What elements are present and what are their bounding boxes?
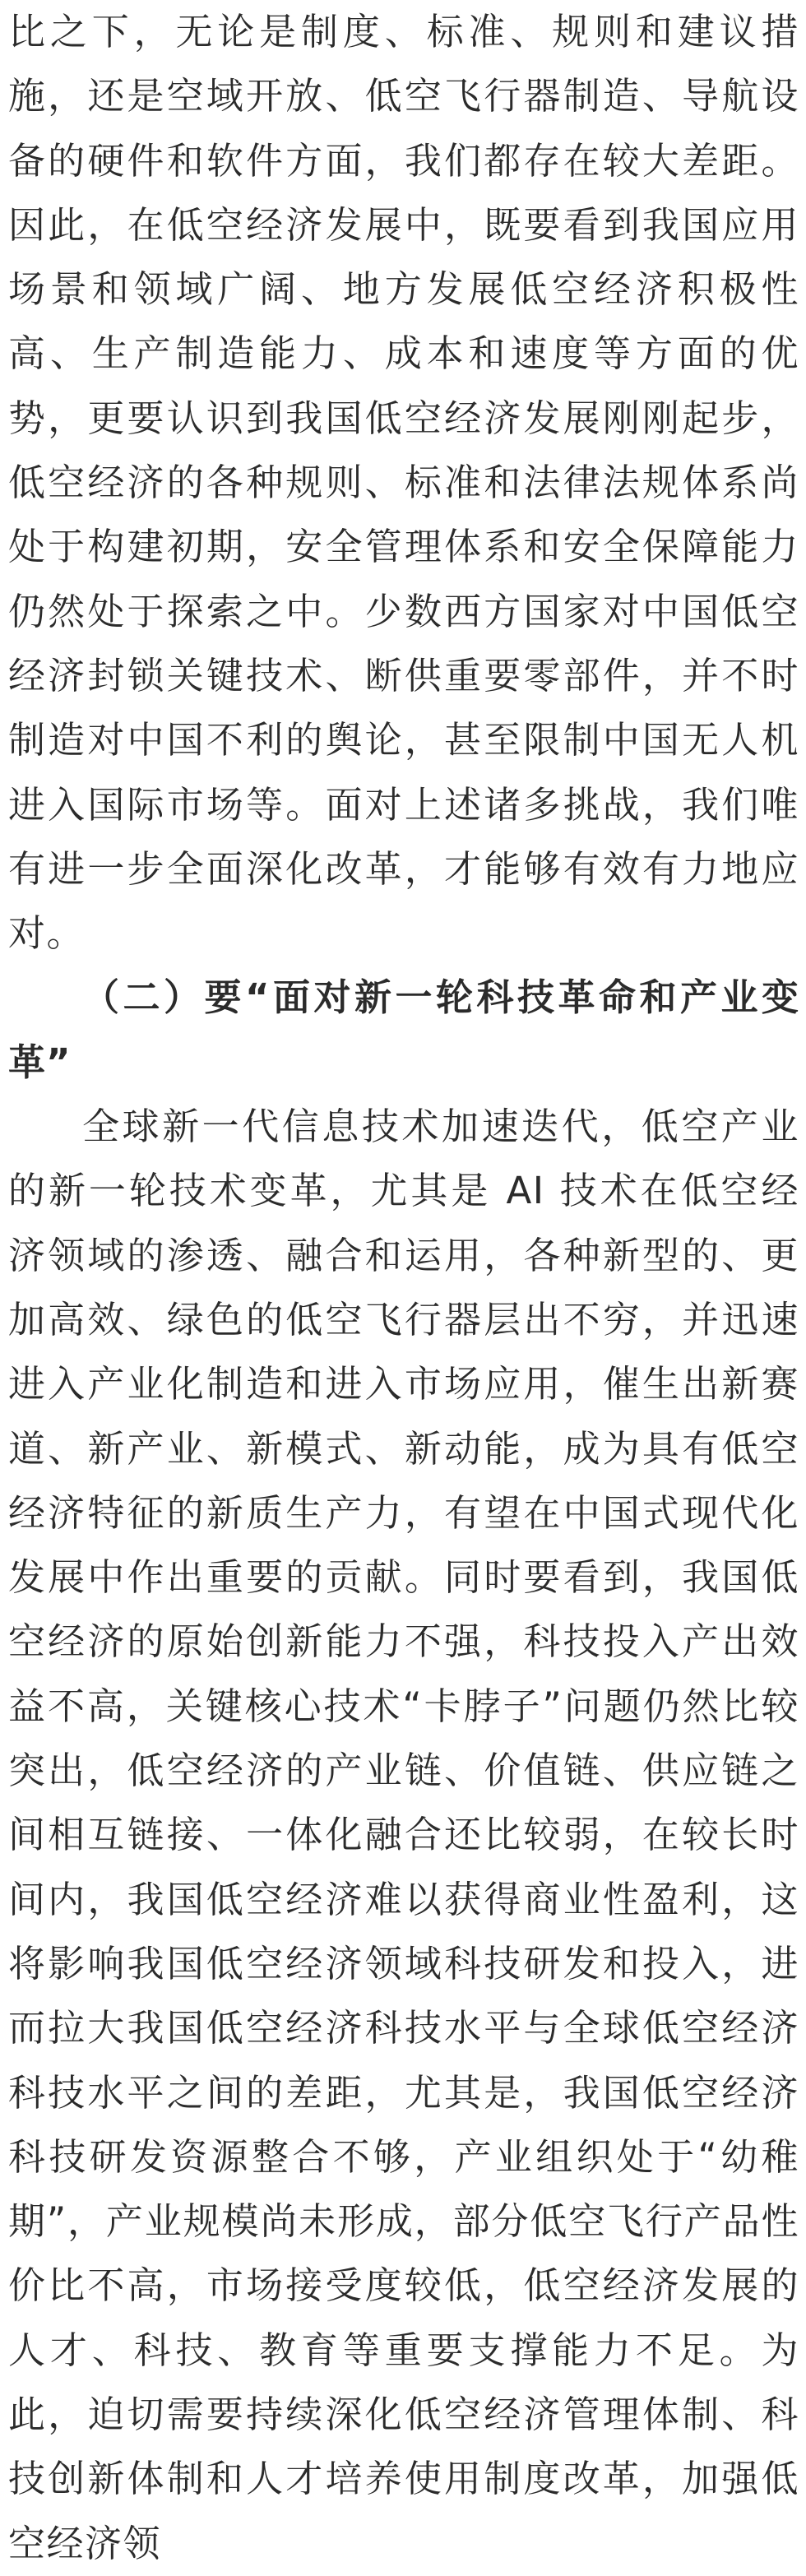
section-heading: （二）要“面对新一轮科技革命和产业变革” [8,975,799,1084]
paragraph: 全球新一代信息技术加速迭代，低空产业的新一轮技术变革，尤其是 AI 技术在低空经济领域的渗透、融合和运用，各种新型的、更加高效、绿色的低空飞行器层出不穷，并迅速进入产业化制造和进入市场应用，催生出新赛道、新产业、新模式、新动能，成为具有低空经济特征的新质生产力，有望在中国式现代化发展中作出重要的贡献。同时要看到，我国低空经济的原始创新能力不强，科技投入产出效益不高，关键核心技术“卡脖子”问题仍然比较突出，低空经济的产业链、价值链、供应链之间相互链接、一体化融合还比较弱，在较长时间内，我国低空经济难以获得商业性盈利，这将影响我国低空经济领域科技研发和投入，进而拉大我国低空经济科技水平与全球低空经济科技水平之间的差距，尤其是，我国低空经济科技研发资源整合不够，产业组织处于“幼稚期”，产业规模尚未形成，部分低空飞行产品性价比不高，市场接受度较低，低空经济发展的人才、科技、教育等重要支撑能力不足。为此，迫切需要持续深化低空经济管理体制、科技创新体制和人才培养使用制度改革，加强低空经济领 [8,1105,799,2565]
article-body [8,0,799,2576]
paragraph-continued: 比之下，无论是制度、标准、规则和建议措施，还是空域开放、低空飞行器制造、导航设备的硬件和软件方面，我们都存在较大差距。因此，在低空经济发展中，既要看到我国应用场景和领域广阔、地方发展低空经济积极性高、生产制造能力、成本和速度等方面的优势，更要认识到我国低空经济发展刚刚起步，低空经济的各种规则、标准和法律法规体系尚处于构建初期，安全管理体系和安全保障能力仍然处于探索之中。少数西方国家对中国低空经济封锁关键技术、断供重要零部件，并不时制造对中国不利的舆论，甚至限制中国无人机进入国际市场等。面对上述诸多挑战，我们唯有进一步全面深化改革，才能够有效有力地应对。 [8,10,799,956]
